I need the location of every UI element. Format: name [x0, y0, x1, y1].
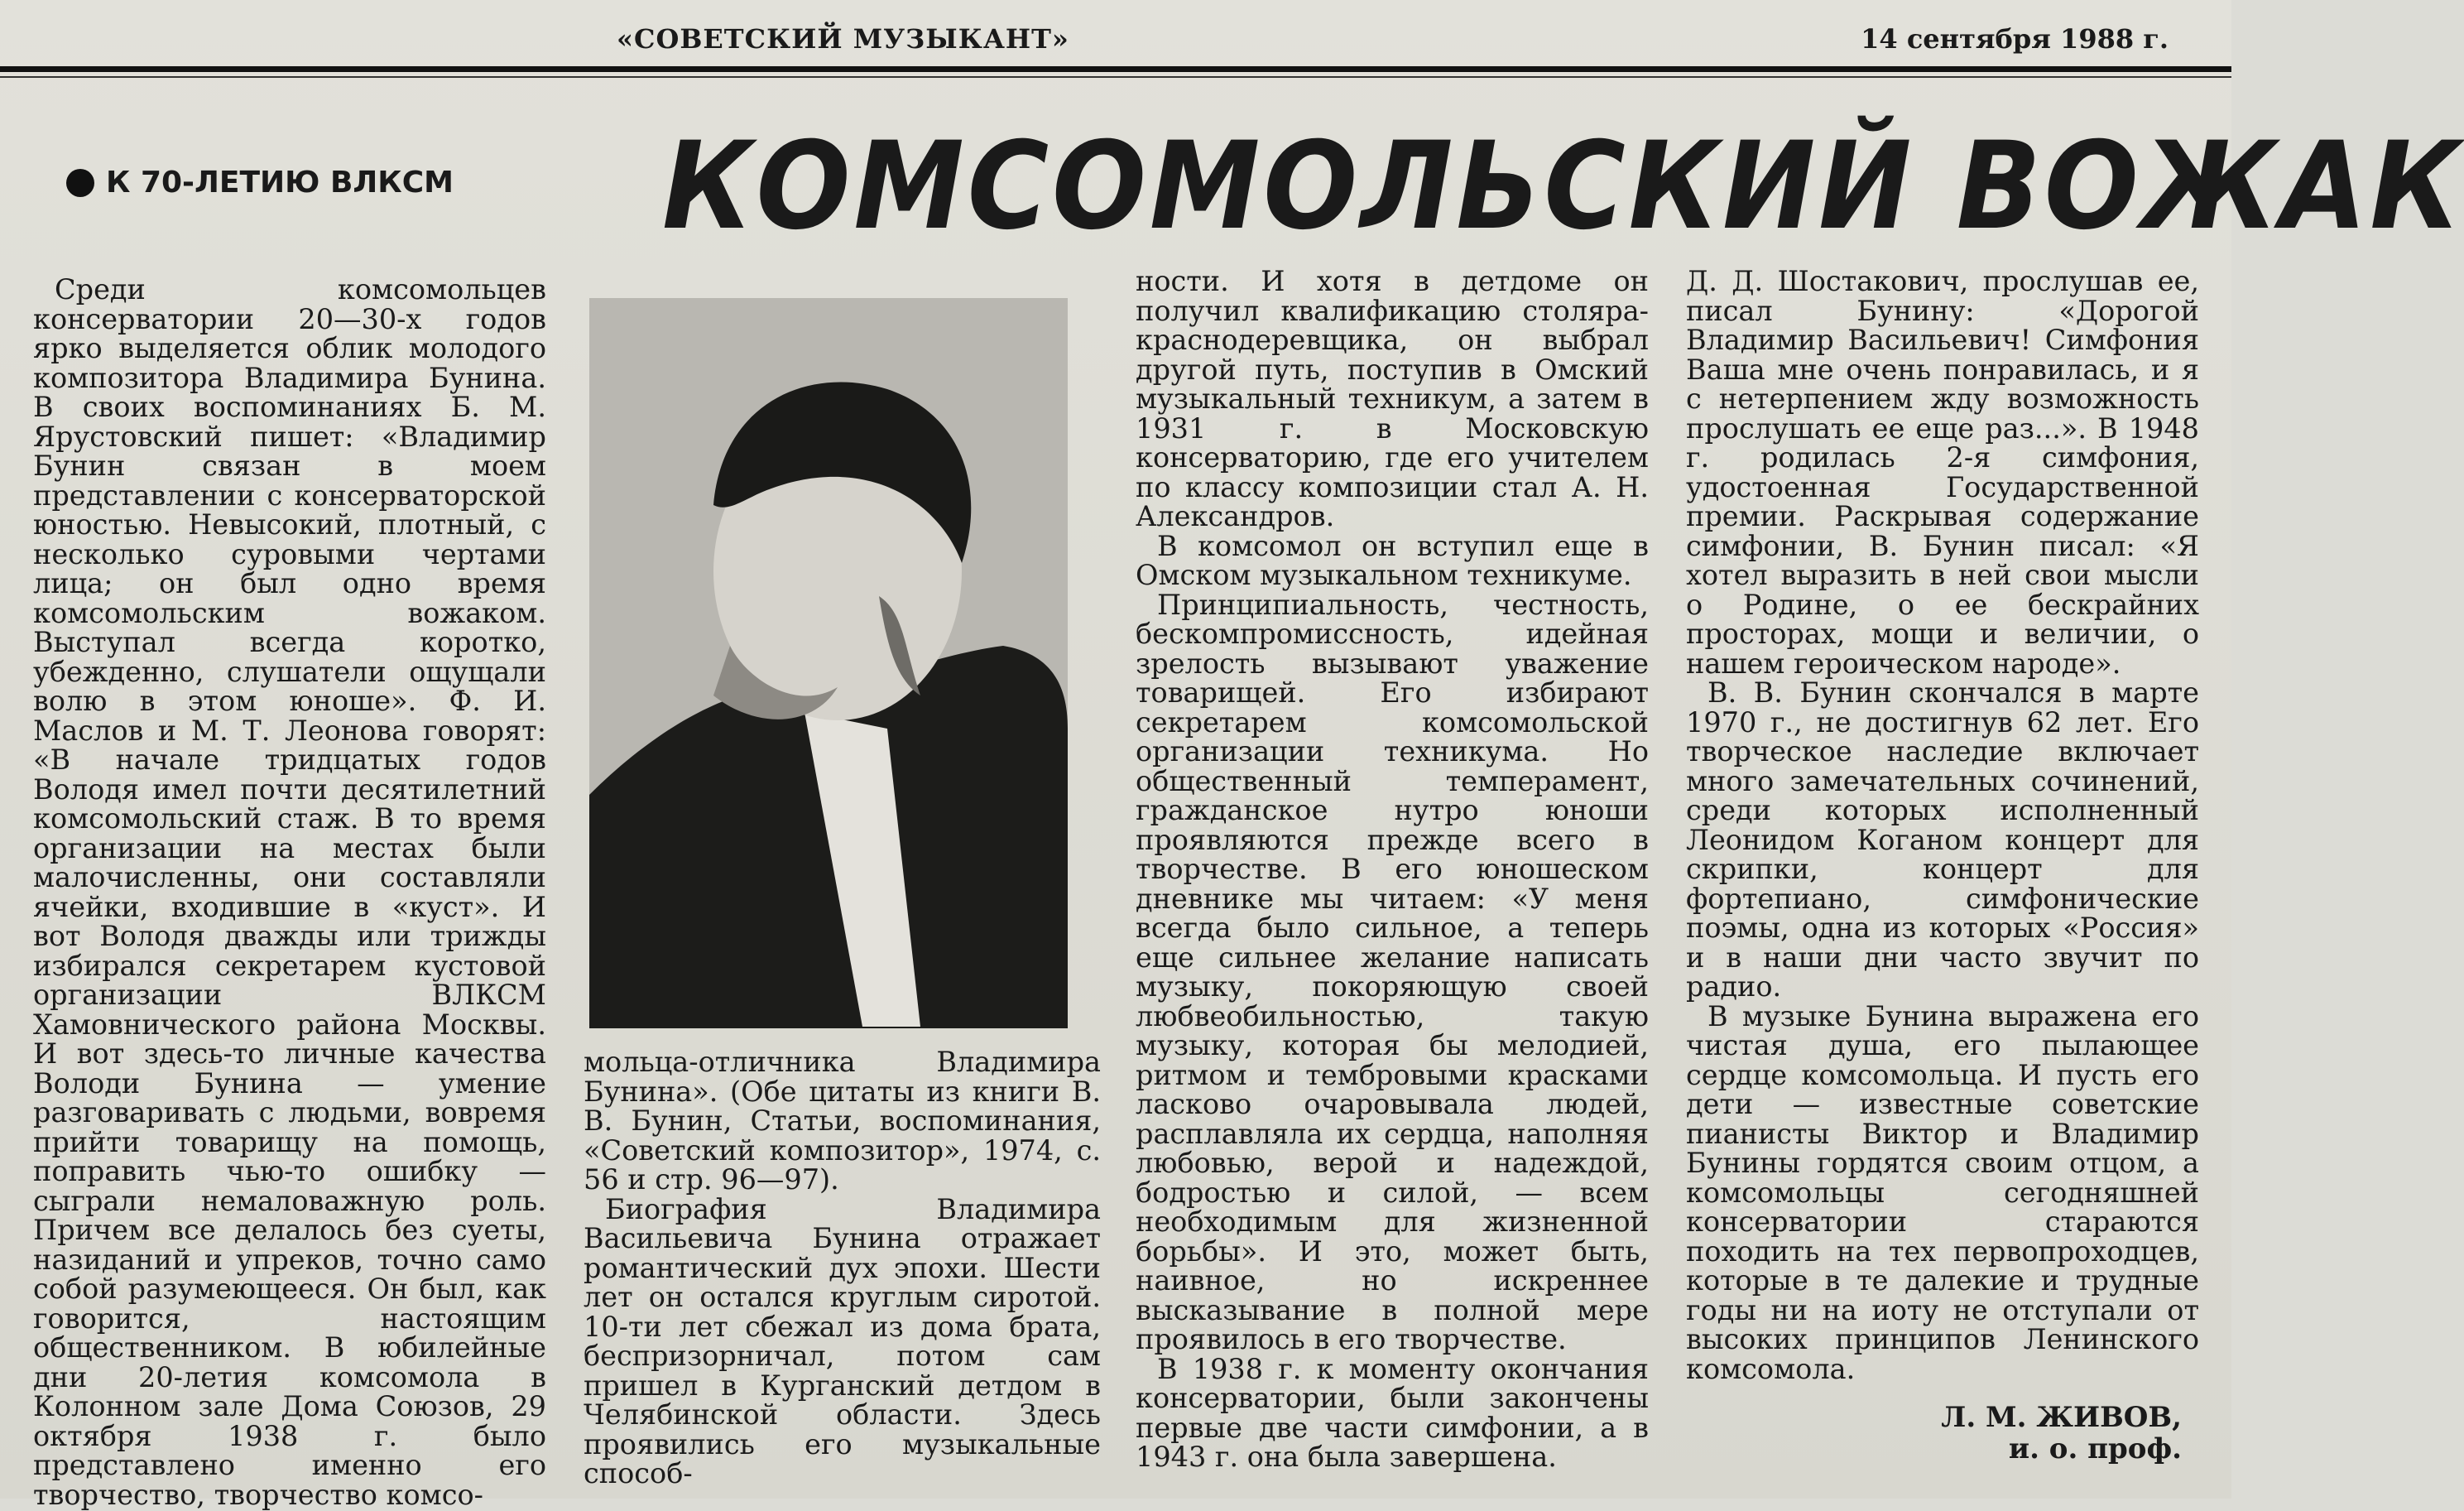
paragraph: Принципиальность, честность, бескомпромиссность, идейная зрелость вызывают уважение товарищей. Его избирают секретарем комсомольской организации техникума. Но общественный темперамент, гражданское нутро юноши проявляются прежде всего в творчестве. В его юношеском дневнике мы читаем: «У меня всегда было сильное, а теперь еще сильнее желание написать музыку, покоряющую своей любвеобильностью, такую музыку, которая бы мелодией, ритмом и тембровыми красками ласково очаровывала людей, расплавляла их сердца, наполняя любовью, верой и надеждой, бодростью и силой, — всем необходимым для жизненной борьбы». И это, может быть, наивное, но искреннее высказывание в полной мере проявилось в его творчестве.: [1136, 588, 1649, 1355]
rubric-text: К 70-ЛЕТИЮ ВЛКСМ: [106, 166, 454, 200]
author-signature: [1941, 1402, 2182, 1465]
masthead-rule: [0, 66, 2231, 72]
masthead-rule-thin: [0, 76, 2231, 78]
article-column-3: [1136, 267, 1649, 1472]
article-column-1: [33, 275, 546, 1509]
paragraph: Среди комсомольцев консерватории 20—30-х годов ярко выделяется облик молодого композитора Владимира Бунина. В своих воспоминаниях Б. М. Ярустовский пишет: «Владимир Бунин связан в моем представлении с консерваторской юностью. Невысокий, плотный, с несколько суровыми чертами лица; он был одно время комсомольским вожаком. Выступал всегда коротко, убежденно, слушатели ощущали волю в этом юноше». Ф. И. Маслов и М. Т. Леонова говорят: «В начале тридцатых годов Володя имел почти десятилетний комсомольский стаж. В то время организации на местах были малочисленны, они составляли ячейки, входившие в «куст». И вот Володя дважды или трижды избирался секретарем кустовой организации ВЛКСМ Хамовнического района Москвы. И вот здесь-то личные качества Володи Бунина — умение разговаривать с людьми, вовремя прийти товарищу на помощь, поправить чью-то ошибку — сыграли немаловажную роль. Причем все делалось без суеты, назиданий и упреков, точно само собой разумеющееся. Он был, как говорится, настоящим общественником. В юбилейные дни 20-летия комсомола в Колонном зале Дома Союзов, 29 октября 1938 г. было представлено именно его творчество, творчество комсо-: [33, 273, 546, 1511]
portrait-illustration: [589, 298, 1068, 1028]
portrait-photo: [589, 298, 1068, 1028]
article-column-4: [1686, 267, 2199, 1383]
issue-date: 14 сентября 1988 г.: [1861, 23, 2169, 55]
author-name: Л. М. ЖИВОВ,: [1941, 1401, 2182, 1434]
newspaper-name: «СОВЕТСКИЙ МУЗЫКАНТ»: [617, 23, 1069, 55]
article-column-2: [584, 1047, 1101, 1489]
bullet-icon: [66, 169, 94, 197]
paragraph: В комсомол он вступил еще в Омском музыкальном техникуме.: [1136, 529, 1649, 591]
author-title: и. о. проф.: [2008, 1432, 2182, 1465]
paragraph: В. В. Бунин скончался в марте 1970 г., не достигнув 62 лет. Его творческое наследие включает много замечательных сочинений, среди которых исполненный Леонидом Коганом концерт для скрипки, концерт для фортепиано, симфонические поэмы, одна из которых «Россия» и в наши дни часто звучит по радио.: [1686, 676, 2199, 1003]
paragraph: В 1938 г. к моменту окончания консерватории, были закончены первые две части симфонии, а в 1943 г. она была завершена.: [1136, 1352, 1649, 1473]
headline: КОМСОМОЛЬСКИЙ ВОЖАК: [662, 116, 2464, 257]
paragraph: ности. И хотя в детдоме он получил квалификацию столяра-краснодеревщика, он выбрал другой путь, поступив в Омский музыкальный техникум, а затем в 1931 г. в Московскую консерваторию, где его учителем по классу композиции стал А. Н. Александров.: [1136, 265, 1649, 532]
paragraph: В музыке Бунина выражена его чистая душа, его пылающее сердце комсомольца. И пусть его дети — известные советские пианисты Виктор и Владимир Бунины гордятся своим отцом, а комсомольцы сегодняшней консерватории стараются походить на тех первопроходцев, которые в те далекие и трудные годы ни на иоту не отступали от высоких принципов Ленинского комсомола.: [1686, 999, 2199, 1385]
rubric: [66, 166, 454, 200]
paragraph: Д. Д. Шостакович, прослушав ее, писал Бунину: «Дорогой Владимир Васильевич! Симфония Ваша мне очень понравилась, и я с нетерпением жду возможность прослушать ее еще раз...». В 1948 г. родилась 2-я симфония, удостоенная Государственной премии. Раскрывая содержание симфонии, В. Бунин писал: «Я хотел выразить в ней свои мысли о Родине, о ее бескрайних просторах, мощи и величии, о нашем героическом народе».: [1686, 265, 2199, 680]
paragraph: мольца-отличника Владимира Бунина». (Обе цитаты из книги В. В. Бунин, Статьи, воспоминания, «Советский композитор», 1974, с. 56 и стр. 96—97).: [584, 1046, 1101, 1196]
paragraph: Биография Владимира Васильевича Бунина отражает романтический дух эпохи. Шести лет он остался круглым сиротой. 10-ти лет сбежал из дома брата, беспризорничал, потом сам пришел в Курганский детдом в Челябинской области. Здесь проявились его музыкальные способ-: [584, 1192, 1101, 1489]
masthead: [0, 18, 2231, 60]
